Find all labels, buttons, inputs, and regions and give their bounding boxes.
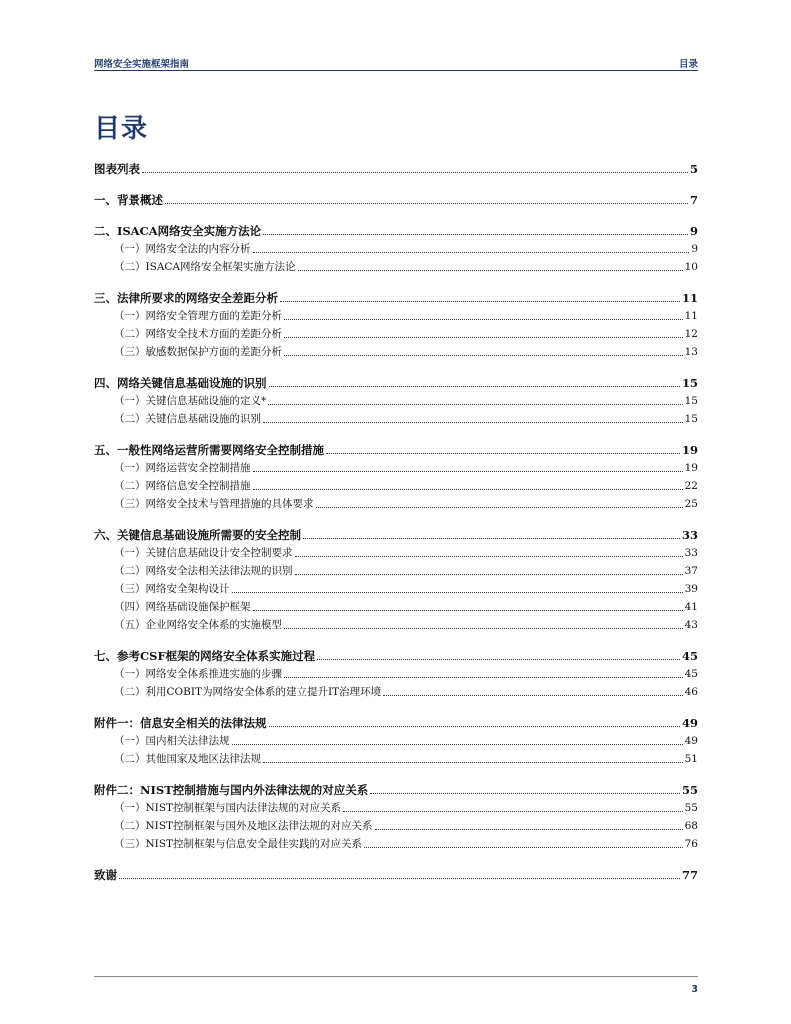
dot-leader [142, 171, 688, 173]
toc-entry-label: 致谢 [94, 868, 117, 882]
header-section-name: 目录 [678, 59, 698, 70]
dot-leader [370, 792, 680, 794]
toc-subentry[interactable] [94, 732, 698, 750]
toc-entry-page: 49 [681, 716, 698, 730]
toc-entry-page: 33 [681, 528, 698, 542]
toc-subentry-label: （一）国内相关法律法规 [114, 735, 230, 747]
toc-subentry-page: 22 [684, 480, 698, 492]
page-number: 3 [691, 984, 698, 995]
toc-subentry[interactable] [94, 392, 698, 410]
toc-entry-label: 二、ISACA网络安全实施方法论 [94, 224, 262, 238]
toc-entry[interactable] [94, 647, 698, 665]
toc-section [94, 374, 698, 428]
toc-section [94, 781, 698, 853]
toc-subentry-page: 49 [684, 735, 698, 747]
toc-subentry-page: 45 [684, 668, 698, 680]
toc-subentry-label: （二）ISACA网络安全框架实施方法论 [114, 261, 296, 273]
toc-subentry-page: 13 [684, 346, 698, 358]
toc-entry-label: 图表列表 [94, 162, 140, 176]
toc-subentry-page: 39 [684, 583, 698, 595]
toc-subentry-page: 55 [684, 802, 698, 814]
toc-subentry-label: （三）网络安全架构设计 [114, 583, 230, 595]
toc-subentry-label: （二）利用COBIT为网络安全体系的建立提升IT治理环境 [114, 686, 382, 698]
toc-subentry[interactable] [94, 325, 698, 343]
toc-subentry[interactable] [94, 307, 698, 325]
dot-leader [232, 743, 683, 745]
toc-section [94, 647, 698, 701]
toc-entry-page: 55 [681, 783, 698, 797]
toc-subentry-page: 9 [691, 243, 698, 255]
toc-section [94, 160, 698, 178]
toc-subentry[interactable] [94, 495, 698, 513]
dot-leader [263, 761, 683, 763]
dot-leader [263, 421, 683, 423]
toc-subentry[interactable] [94, 598, 698, 616]
dot-leader [268, 403, 682, 405]
toc-entry-label: 一、背景概述 [94, 193, 163, 207]
toc-subentry-label: （二）网络信息安全控制措施 [114, 480, 251, 492]
toc-subentry-page: 41 [684, 601, 698, 613]
dot-leader [317, 658, 680, 660]
toc-subentry[interactable] [94, 562, 698, 580]
toc-subentry[interactable] [94, 817, 698, 835]
toc-subentry-label: （四）网络基础设施保护框架 [114, 601, 251, 613]
dot-leader [253, 470, 683, 472]
toc-subentry[interactable] [94, 258, 698, 276]
page-title: 目录 [94, 114, 149, 144]
dot-leader [295, 555, 683, 557]
toc-subentry-page: 25 [684, 498, 698, 510]
toc-entry-label: 七、参考CSF框架的网络安全体系实施过程 [94, 649, 316, 663]
toc-subentry-label: （一）NIST控制框架与国内法律法规的对应关系 [114, 802, 342, 814]
toc-subentry[interactable] [94, 683, 698, 701]
toc-section [94, 289, 698, 361]
toc-subentry-page: 11 [684, 310, 698, 322]
toc-subentry-page: 37 [684, 565, 698, 577]
toc-entry-page: 11 [681, 291, 698, 305]
dot-leader [119, 877, 680, 879]
toc-subentry-label: （一）网络运营安全控制措施 [114, 462, 251, 474]
toc-subentry-page: 51 [684, 753, 698, 765]
toc-subentry[interactable] [94, 240, 698, 258]
toc-section [94, 222, 698, 276]
dot-leader [253, 609, 683, 611]
dot-leader [269, 385, 680, 387]
dot-leader [269, 725, 680, 727]
toc-subentry-label: （二）关键信息基础设施的识别 [114, 413, 261, 425]
toc-subentry[interactable] [94, 544, 698, 562]
toc-entry-page: 19 [681, 443, 698, 457]
dot-leader [284, 627, 683, 629]
toc-subentry[interactable] [94, 580, 698, 598]
toc-entry[interactable] [94, 289, 698, 307]
toc-subentry-label: （三）NIST控制框架与信息安全最佳实践的对应关系 [114, 838, 363, 850]
toc-subentry[interactable] [94, 459, 698, 477]
dot-leader [295, 573, 683, 575]
toc-subentry-label: （一）网络安全管理方面的差距分析 [114, 310, 282, 322]
toc-subentry-page: 15 [684, 395, 698, 407]
toc-entry[interactable] [94, 191, 698, 209]
toc-entry-label: 附件二：NIST控制措施与国内外法律法规的对应关系 [94, 783, 369, 797]
toc-entry-label: 三、法律所要求的网络安全差距分析 [94, 291, 278, 305]
toc-subentry[interactable] [94, 835, 698, 853]
toc-entry-label: 附件一：信息安全相关的法律法规 [94, 716, 267, 730]
toc-entry-label: 四、网络关键信息基础设施的识别 [94, 376, 267, 390]
toc-entry[interactable] [94, 526, 698, 544]
toc-subentry-page: 76 [684, 838, 698, 850]
toc-entry[interactable] [94, 866, 698, 884]
dot-leader [383, 694, 682, 696]
toc-subentry[interactable] [94, 799, 698, 817]
toc-subentry-label: （一）网络安全体系推进实施的步骤 [114, 668, 282, 680]
dot-leader [316, 506, 683, 508]
toc-subentry-page: 43 [684, 619, 698, 631]
toc-entry[interactable] [94, 441, 698, 459]
dot-leader [375, 828, 683, 830]
toc-entry-page: 15 [681, 376, 698, 390]
toc-subentry-label: （二）NIST控制框架与国外及地区法律法规的对应关系 [114, 820, 373, 832]
toc-subentry-page: 19 [684, 462, 698, 474]
running-header [94, 54, 698, 71]
footer-divider [94, 976, 698, 977]
toc-subentry-page: 68 [684, 820, 698, 832]
toc-subentry-label: （二）网络安全法相关法律法规的识别 [114, 565, 293, 577]
dot-leader [165, 202, 688, 204]
toc-subentry-page: 10 [684, 261, 698, 273]
toc-subentry-label: （三）网络安全技术与管理措施的具体要求 [114, 498, 314, 510]
toc-subentry-page: 46 [684, 686, 698, 698]
toc-subentry-label: （一）关键信息基础设计安全控制要求 [114, 547, 293, 559]
toc-subentry-page: 12 [684, 328, 698, 340]
toc-section [94, 191, 698, 209]
toc-subentry-label: （二）其他国家及地区法律法规 [114, 753, 261, 765]
toc-section [94, 714, 698, 768]
toc-entry-label: 五、一般性网络运营所需要网络安全控制措施 [94, 443, 324, 457]
toc-subentry-page: 15 [684, 413, 698, 425]
dot-leader [303, 537, 680, 539]
toc-subentry[interactable] [94, 665, 698, 683]
toc-section [94, 526, 698, 634]
toc-entry[interactable] [94, 160, 698, 178]
toc-entry[interactable] [94, 222, 698, 240]
toc-entry-page: 77 [681, 868, 698, 882]
toc-subentry-label: （五）企业网络安全体系的实施模型 [114, 619, 282, 631]
toc-section [94, 866, 698, 884]
dot-leader [253, 488, 683, 490]
toc-entry-page: 7 [689, 193, 698, 207]
dot-leader [232, 591, 683, 593]
toc-subentry[interactable] [94, 616, 698, 634]
header-doc-title: 网络安全实施框架指南 [94, 59, 190, 70]
toc-entry-page: 5 [689, 162, 698, 176]
toc-subentry[interactable] [94, 750, 698, 768]
dot-leader [284, 676, 683, 678]
dot-leader [253, 251, 690, 253]
toc-subentry-label: （一）关键信息基础设施的定义* [114, 395, 267, 407]
toc-subentry-label: （一）网络安全法的内容分析 [114, 243, 251, 255]
toc-entry-page: 45 [681, 649, 698, 663]
toc-entry-label: 六、关键信息基础设施所需要的安全控制 [94, 528, 301, 542]
dot-leader [263, 233, 688, 235]
toc-entry[interactable] [94, 781, 698, 799]
table-of-contents [94, 160, 698, 897]
dot-leader [284, 354, 683, 356]
dot-leader [326, 452, 680, 454]
toc-subentry[interactable] [94, 410, 698, 428]
toc-subentry[interactable] [94, 477, 698, 495]
dot-leader [298, 269, 683, 271]
toc-subentry-page: 33 [684, 547, 698, 559]
dot-leader [280, 300, 680, 302]
toc-subentry[interactable] [94, 343, 698, 361]
toc-entry[interactable] [94, 714, 698, 732]
toc-entry-page: 9 [689, 224, 698, 238]
toc-entry[interactable] [94, 374, 698, 392]
toc-subentry-label: （三）敏感数据保护方面的差距分析 [114, 346, 282, 358]
dot-leader [284, 336, 683, 338]
toc-subentry-label: （二）网络安全技术方面的差距分析 [114, 328, 282, 340]
toc-section [94, 441, 698, 513]
dot-leader [284, 318, 683, 320]
dot-leader [364, 846, 683, 848]
dot-leader [343, 810, 683, 812]
